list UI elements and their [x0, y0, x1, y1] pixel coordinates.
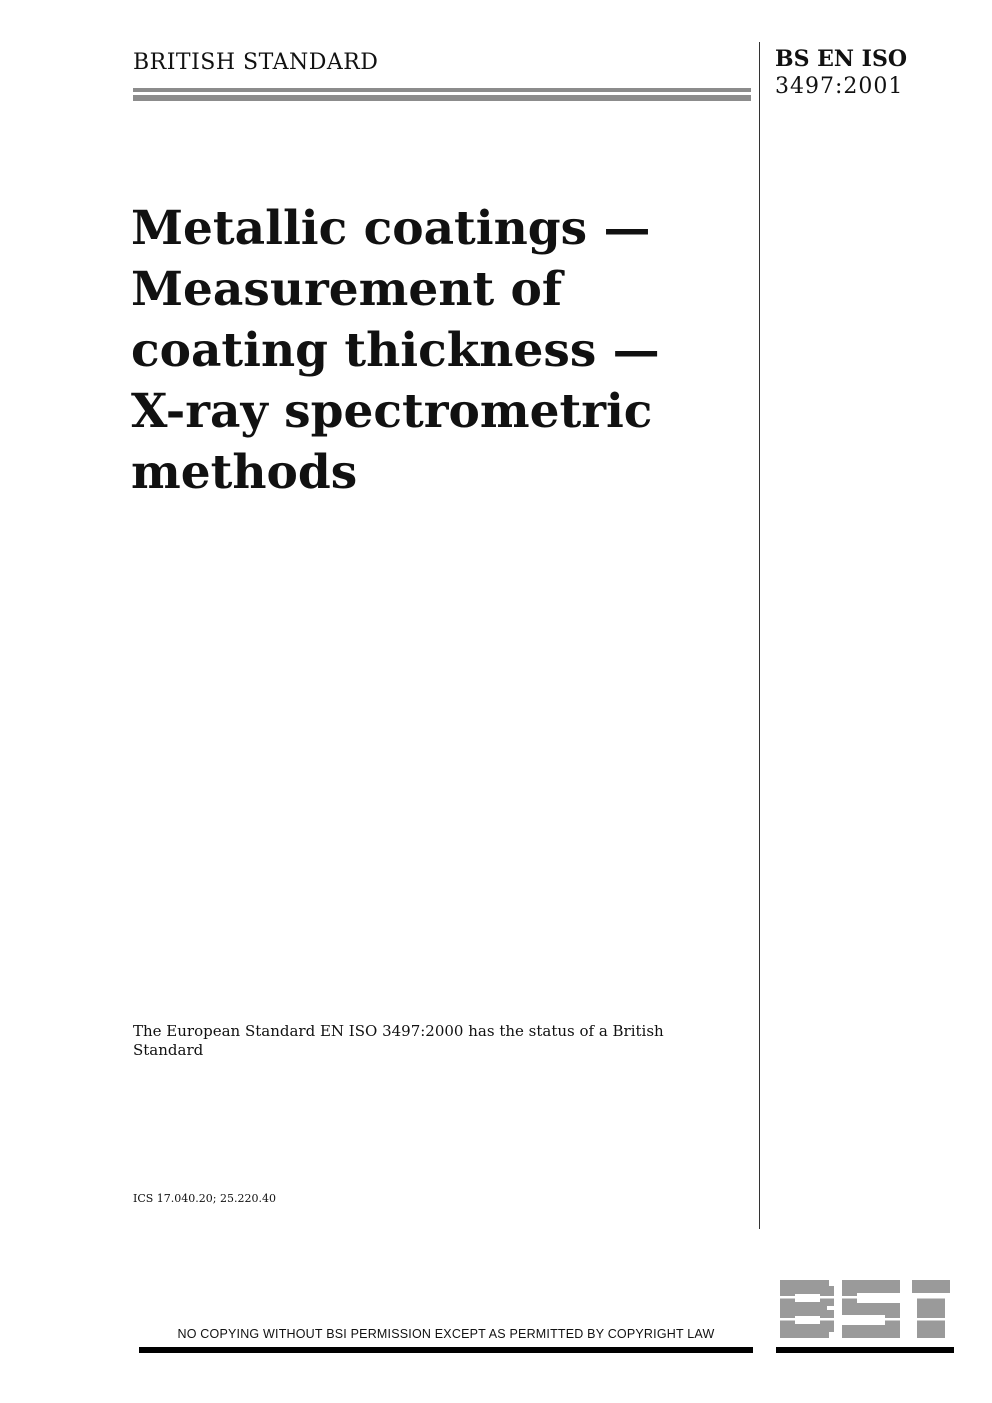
- footer-rule: [139, 1347, 753, 1353]
- bsi-logo-letters: [780, 1280, 950, 1338]
- logo-underline-bar: [776, 1347, 954, 1353]
- ics-codes: ICS 17.040.20; 25.220.40: [133, 1192, 276, 1205]
- document-type-label: BRITISH STANDARD: [133, 50, 379, 75]
- column-divider: [759, 42, 760, 1229]
- standard-number-prefix: BS EN ISO: [775, 46, 908, 72]
- title-line: coating thickness —: [131, 323, 660, 378]
- standard-number-code: 3497:2001: [775, 74, 904, 99]
- copyright-notice: NO COPYING WITHOUT BSI PERMISSION EXCEPT AS PERMITTED BY COPYRIGHT LAW: [177, 1327, 715, 1341]
- bsi-logo: [776, 1276, 956, 1342]
- header-rule-thin: [133, 88, 751, 92]
- header-rule-thick: [133, 95, 751, 101]
- title-line: X-ray spectrometric: [131, 384, 653, 439]
- document-title: [131, 198, 751, 503]
- title-line: Metallic coatings —: [131, 201, 651, 256]
- title-line: Measurement of: [131, 262, 563, 317]
- title-line: methods: [131, 445, 358, 500]
- status-note: The European Standard EN ISO 3497:2000 has the status of a British Standard: [133, 1022, 664, 1059]
- standard-number: [775, 45, 907, 101]
